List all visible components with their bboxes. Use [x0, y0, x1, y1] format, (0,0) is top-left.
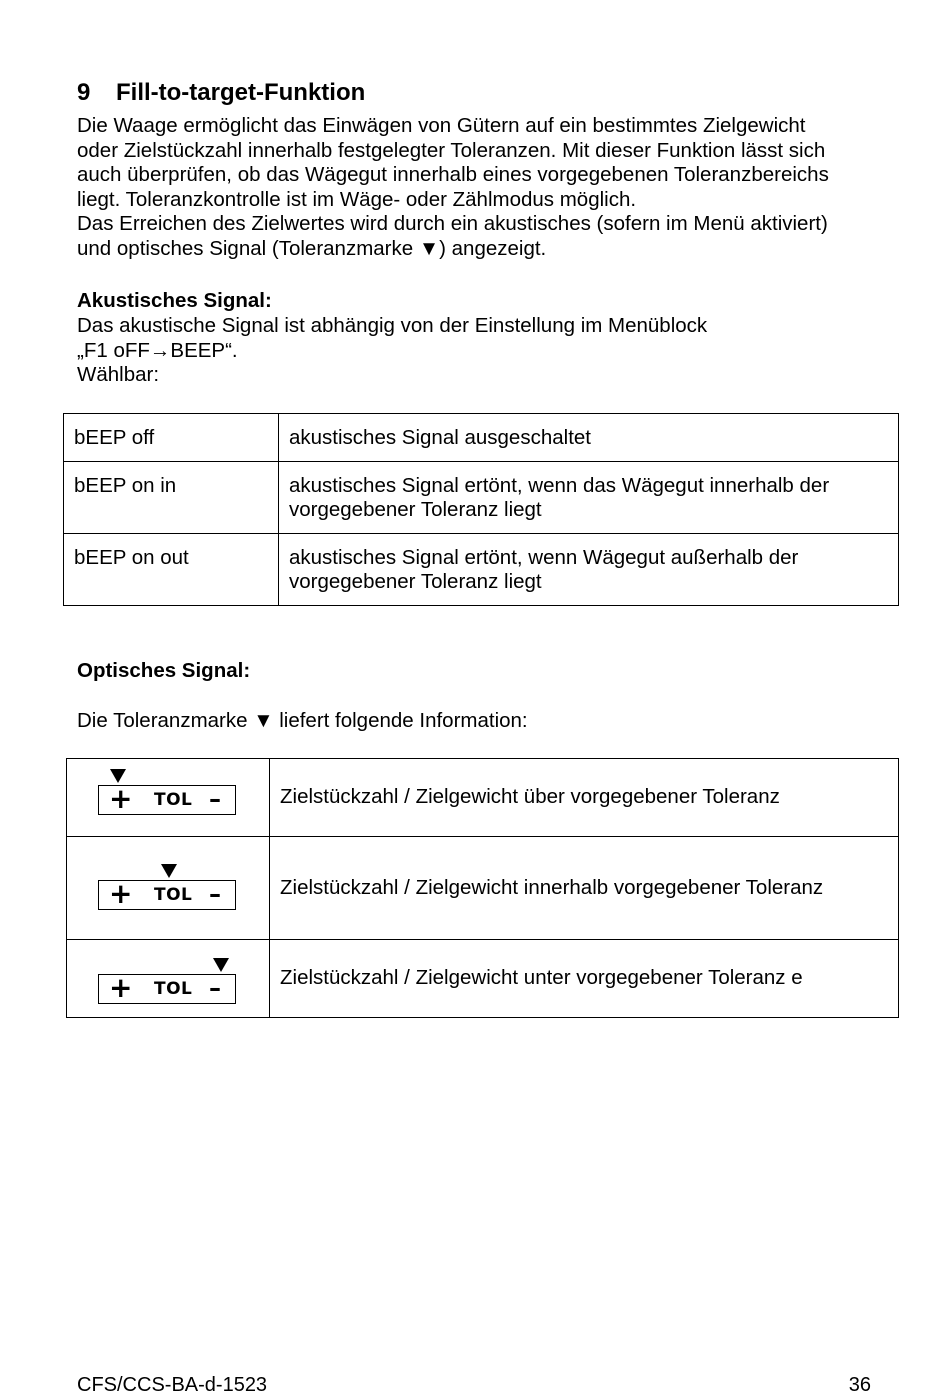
tolerance-description-cell: Zielstückzahl / Zielgewicht über vorgegebener Toleranz — [270, 759, 899, 837]
acoustic-paragraph — [77, 314, 897, 388]
table-row — [67, 837, 899, 940]
intro-line: und optisches Signal (Toleranzmarke ▼) angezeigt. — [77, 236, 547, 260]
tolerance-indicator-cell — [67, 759, 270, 837]
optical-intro-line: Die Toleranzmarke ▼ liefert folgende Information: — [77, 709, 528, 732]
beep-setting-cell: bEEP on in — [64, 461, 279, 533]
footer-page-number: 36 — [848, 1374, 871, 1396]
minus-icon: – — [209, 785, 221, 813]
intro-line: oder Zielstückzahl innerhalb festgelegter Toleranzen. Mit dieser Funktion lässt sich — [77, 138, 826, 162]
intro-line: Das Erreichen des Zielwertes wird durch ein akustisches (sofern im Menü aktiviert) — [77, 212, 828, 236]
tolerance-description-cell: Zielstückzahl / Zielgewicht unter vorgegebener Toleranz e — [270, 940, 899, 1018]
tolerance-marker-table — [66, 758, 899, 1018]
beep-setting-cell: bEEP on out — [64, 533, 279, 605]
beep-description-cell: akustisches Signal ertönt, wenn das Wägegut innerhalb der vorgegebener Toleranz liegt — [279, 461, 899, 533]
intro-line: liegt. Toleranzkontrolle ist im Wäge- oder Zählmodus möglich. — [77, 187, 637, 211]
section-heading — [77, 78, 365, 108]
tolerance-indicator-cell — [67, 837, 270, 940]
beep-description-cell: akustisches Signal ertönt, wenn Wägegut außerhalb der vorgegebener Toleranz liegt — [279, 533, 899, 605]
plus-icon: + — [109, 971, 133, 1004]
tolerance-marker-icon — [110, 769, 126, 783]
tolerance-box — [98, 877, 236, 910]
tolerance-box — [98, 782, 236, 815]
tolerance-display — [98, 864, 236, 910]
tol-label: TOL — [154, 979, 193, 999]
tolerance-display — [98, 958, 236, 1004]
beep-setting-cell: bEEP off — [64, 414, 279, 462]
acoustic-heading: Akustisches Signal: — [77, 289, 272, 312]
tol-label: TOL — [154, 885, 193, 905]
footer-doc-id: CFS/CCS-BA-d-1523 — [77, 1374, 268, 1396]
section-title: Fill-to-target-Funktion — [116, 79, 366, 106]
intro-paragraph — [77, 114, 897, 262]
minus-icon: – — [209, 880, 221, 908]
table-row — [67, 759, 899, 837]
acoustic-line: Das akustische Signal ist abhängig von der Einstellung im Menüblock — [77, 314, 708, 337]
plus-icon: + — [109, 877, 133, 910]
tolerance-box — [98, 971, 236, 1004]
tolerance-indicator-cell — [67, 940, 270, 1018]
table-row — [64, 414, 899, 462]
optical-intro — [77, 709, 897, 734]
tolerance-marker-icon — [213, 958, 229, 972]
minus-icon: – — [209, 974, 221, 1002]
tolerance-description-cell: Zielstückzahl / Zielgewicht innerhalb vorgegebener Toleranz — [270, 837, 899, 940]
intro-line: Die Waage ermöglicht das Einwägen von Gütern auf ein bestimmtes Zielgewicht — [77, 114, 806, 137]
tol-label: TOL — [154, 790, 193, 810]
plus-icon: + — [109, 782, 133, 815]
beep-settings-table — [63, 413, 899, 606]
tolerance-marker-icon — [161, 864, 177, 878]
intro-line: auch überprüfen, ob das Wägegut innerhalb eines vorgegebenen Toleranzbereichs — [77, 163, 829, 187]
section-number: 9 — [77, 79, 91, 106]
table-row — [64, 461, 899, 533]
table-row — [67, 940, 899, 1018]
optical-heading: Optisches Signal: — [77, 659, 251, 682]
acoustic-line: „F1 oFF→BEEP“. — [77, 338, 238, 362]
acoustic-line: Wählbar: — [77, 363, 160, 387]
table-row — [64, 533, 899, 605]
beep-description-cell: akustisches Signal ausgeschaltet — [279, 414, 899, 462]
tolerance-display — [98, 769, 236, 815]
